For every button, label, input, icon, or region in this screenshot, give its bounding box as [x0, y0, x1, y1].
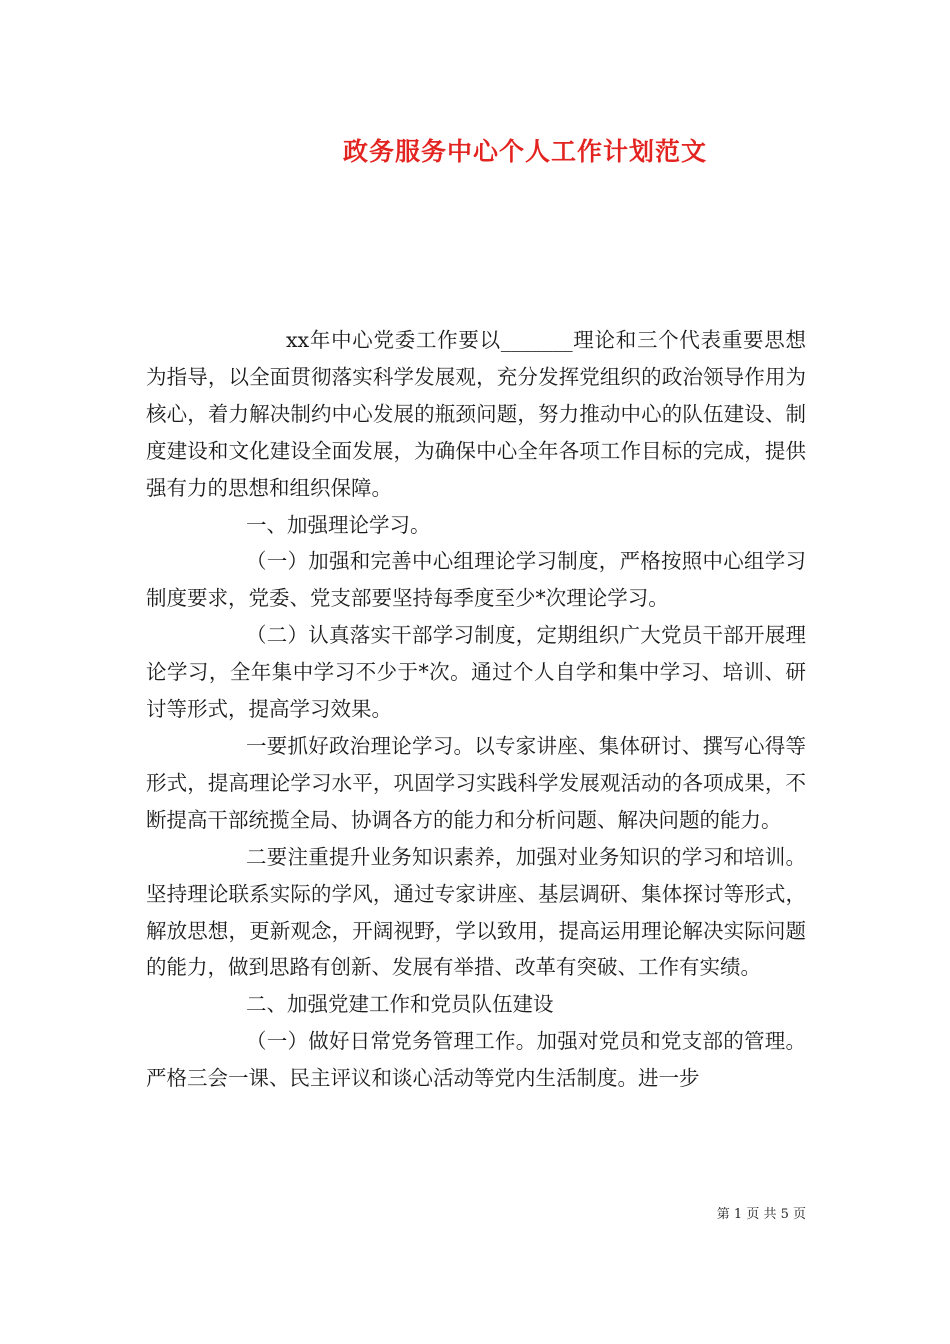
paragraph-intro: xx年中心党委工作要以_______理论和三个代表重要思想为指导，以全面贯彻落实科学发展观，充分发挥党组织的政治领导作用为核心，着力解决制约中心发展的瓶颈问题，努力推动中心的队伍建设、制度建设和文化建设全面发展，为确保中心全年各项工作目标的完成，提供强有力的思想和组织保障。: [146, 328, 806, 500]
page-number-footer: 第 1 页 共 5 页: [716, 1207, 806, 1222]
paragraph-1-2: （二）认真落实干部学习制度，定期组织广大党员干部开展理论学习，全年集中学习不少于*次。通过个人自学和集中学习、培训、研讨等形式，提高学习效果。: [146, 623, 806, 722]
paragraph-1-1: （一）加强和完善中心组理论学习制度，严格按照中心组学习制度要求，党委、党支部要坚持每季度至少*次理论学习。: [146, 549, 806, 611]
document-body: [146, 322, 806, 1097]
paragraph-1-2-a: 一要抓好政治理论学习。以专家讲座、集体研讨、撰写心得等形式，提高理论学习水平，巩固学习实践科学发展观活动的各项成果，不断提高干部统揽全局、协调各方的能力和分析问题、解决问题的能力。: [146, 733, 806, 832]
paragraph-2-1: （一）做好日常党务管理工作。加强对党员和党支部的管理。严格三会一课、民主评议和谈心活动等党内生活制度。进一步: [146, 1029, 806, 1091]
document-title: 政务服务中心个人工作计划范文: [342, 137, 707, 166]
section-heading-1: 一、加强理论学习。: [246, 512, 431, 537]
section-heading-2: 二、加强党建工作和党员队伍建设: [246, 992, 554, 1017]
paragraph-1-2-b: 二要注重提升业务知识素养，加强对业务知识的学习和培训。坚持理论联系实际的学风，通过专家讲座、基层调研、集体探讨等形式，解放思想，更新观念，开阔视野，学以致用，提高运用理论解决实际问题的能力，做到思路有创新、发展有举措、改革有突破、工作有实绩。: [146, 844, 806, 980]
